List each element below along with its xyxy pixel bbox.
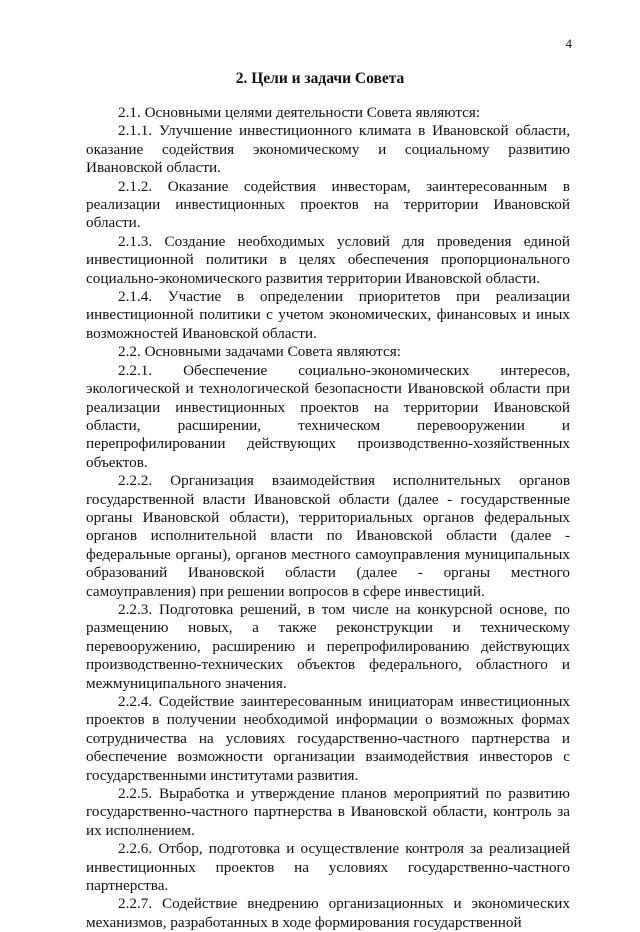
- page-number: 4: [565, 36, 572, 51]
- paragraph-2-1: 2.1. Основными целями деятельности Совета являются:: [118, 104, 481, 121]
- paragraph-2-2-7: 2.2.7. Содействие внедрению организационных и экономических механизмов, разработанных в ходе формирования государственной: [86, 895, 570, 931]
- paragraph-2-2-2: 2.2.2. Организация взаимодействия исполнительных органов государственной власти Ивановской области (далее - государственные органы Ивановской области), территориальных органов федеральных органов исполнительной власти по Ивановской области (далее - федеральные органы), органов местного самоуправления муниципальных образований Ивановской области (далее - органы местного самоуправления) при решении вопросов в сфере инвестиций.: [86, 472, 570, 600]
- paragraph-2-2-4: 2.2.4. Содействие заинтересованным инициаторам инвестиционных проектов в получении необходимой информации о возможных формах сотрудничества на условиях государственно-частного партнерства и обеспечение возможности организации взаимодействия инвесторов с государственными институтами развития.: [86, 693, 570, 784]
- document-body: [86, 104, 570, 932]
- paragraph-2-1-3: 2.1.3. Создание необходимых условий для проведения единой инвестиционной политики в целях обеспечения пропорционального социально-экономического развития территории Ивановской области.: [86, 232, 570, 287]
- paragraph-2-2-5: 2.2.5. Выработка и утверждение планов мероприятий по развитию государственно-частного партнерства в Ивановской области, контроль за их исполнением.: [86, 785, 570, 839]
- paragraph-2-2: 2.2. Основными задачами Совета являются:: [118, 343, 401, 361]
- paragraph-2-2-1: 2.2.1. Обеспечение социально-экономических интересов, экологической и технологической безопасности Ивановской области при реализации инвестиционных проектов на территории Ивановской области, расширении, техническом перевооружении и перепрофилировании действующих производственно-хозяйственных объектов.: [86, 361, 570, 471]
- paragraph-2-1-4: 2.1.4. Участие в определении приоритетов при реализации инвестиционной политики с учетом экономических, финансовых и иных возможностей Ивановской области.: [86, 288, 570, 342]
- section-title: 2. Цели и задачи Совета: [235, 70, 405, 87]
- paragraph-2-1-2: 2.1.2. Оказание содействия инвесторам, заинтересованным в реализации инвестиционных проектов на территории Ивановской области.: [86, 177, 570, 232]
- paragraph-2-1-1: 2.1.1. Улучшение инвестиционного климата в Ивановской области, оказание содействия экономическому и социальному развитию Ивановской области.: [86, 122, 570, 177]
- paragraph-2-2-6: 2.2.6. Отбор, подготовка и осуществление контроля за реализацией инвестиционных проектов на условиях государственно-частного партнерства.: [86, 840, 570, 895]
- paragraph-2-2-3: 2.2.3. Подготовка решений, в том числе на конкурсной основе, по размещению новых, а также реконструкции и техническому перевооружению, расширению и перепрофилированию действующих производственно-технических объектов федерального, областного и межмуниципального значения.: [86, 600, 570, 692]
